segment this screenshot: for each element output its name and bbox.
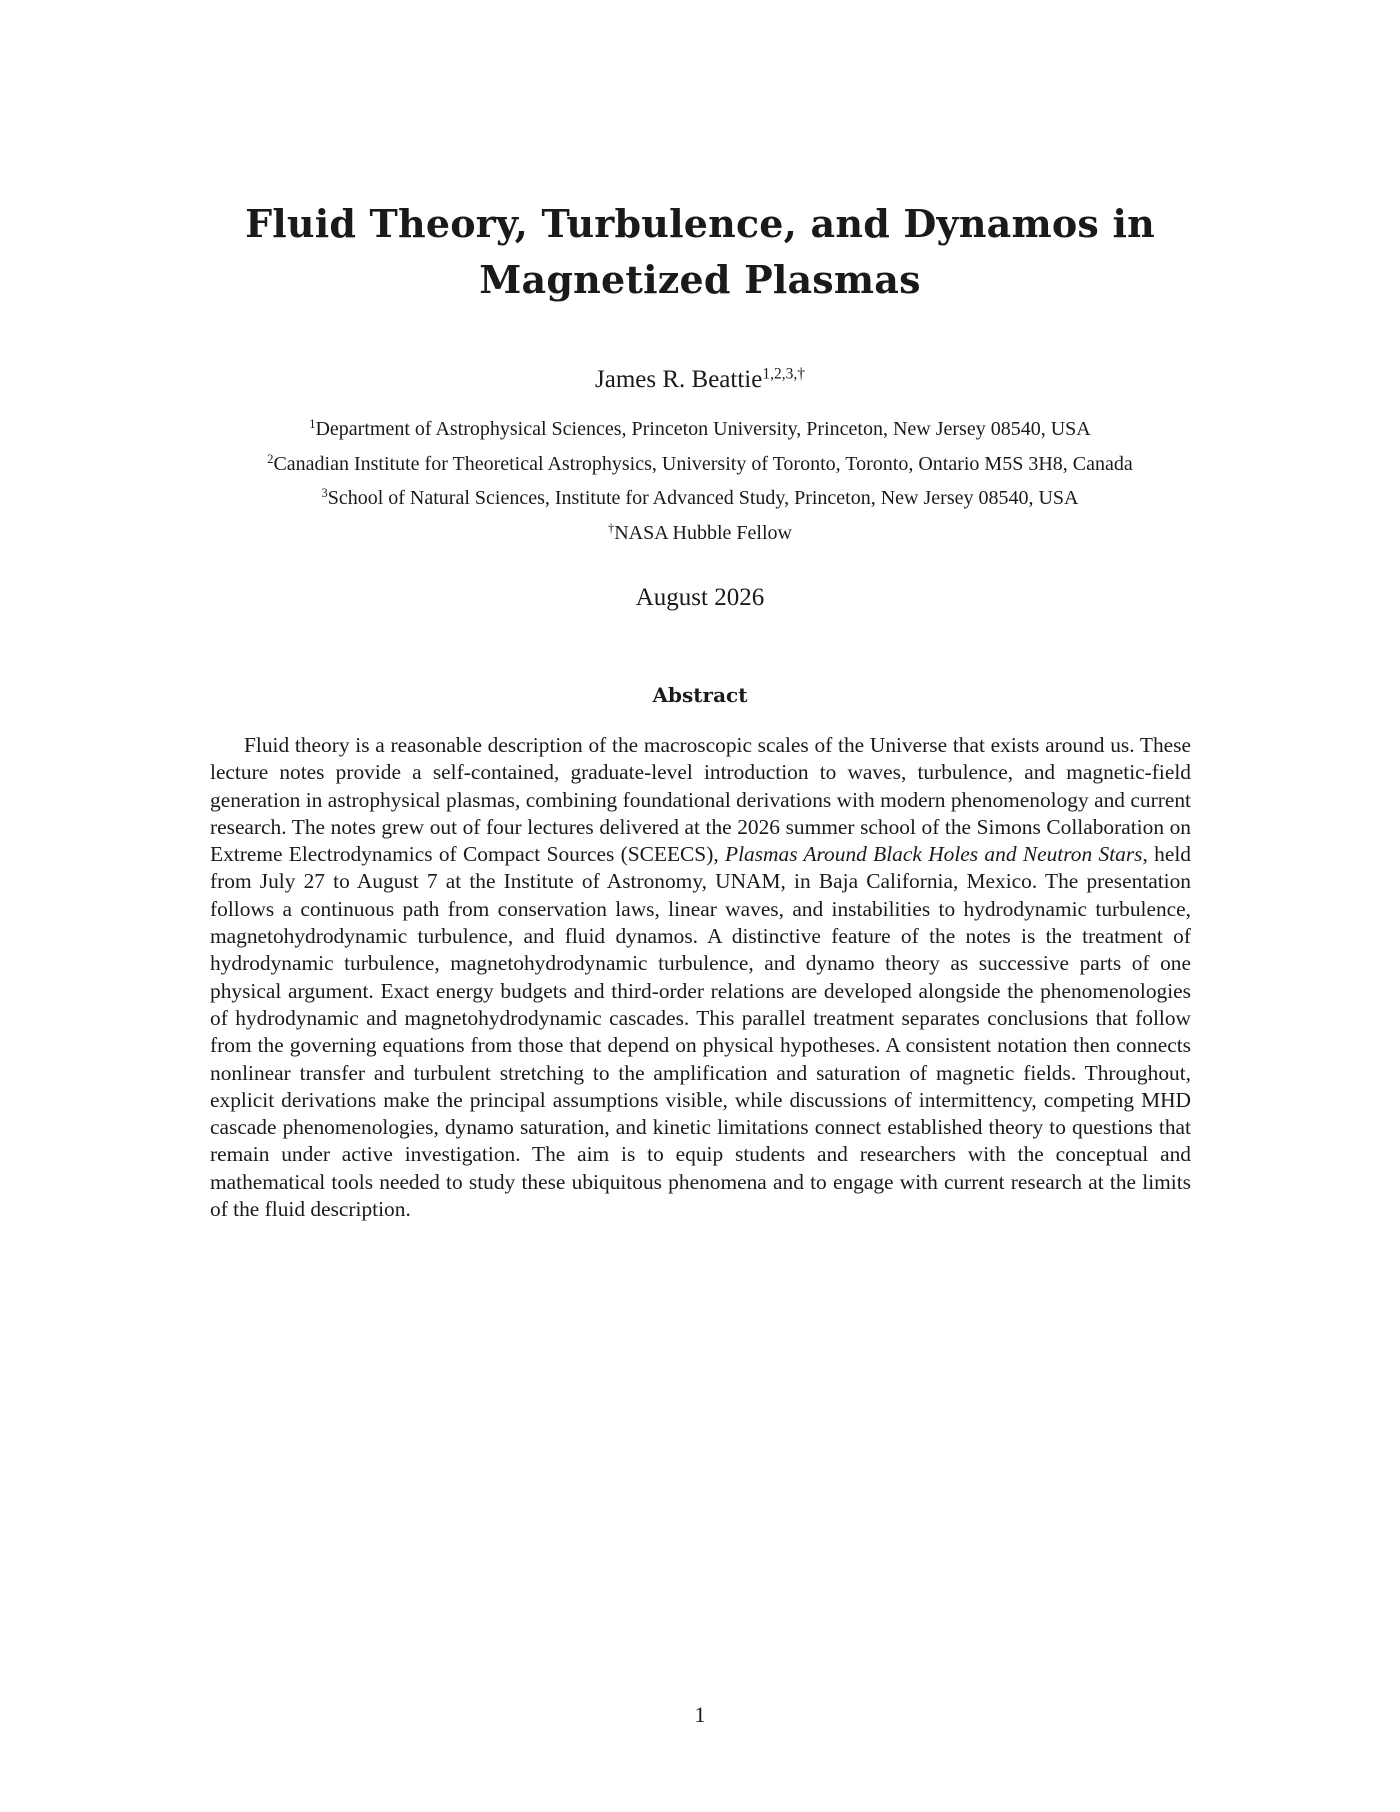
abstract-school-title: Plasmas Around Black Holes and Neutron Stars: [725, 842, 1143, 867]
affiliation-1: [0, 412, 1400, 447]
paper-date: August 2026: [635, 584, 765, 611]
affiliation-mark: †: [608, 520, 615, 535]
affiliation-text: NASA Hubble Fellow: [614, 521, 792, 544]
affiliation-text: Canadian Institute for Theoretical Astrophysics, University of Toronto, Toronto, Ontario M5S 3H8, Canada: [273, 452, 1133, 475]
affiliation-mark: 1: [309, 417, 316, 432]
author-affiliation-marks: 1,2,3,†: [762, 365, 805, 383]
abstract-text-part-2: , held from July 27 to August 7 at the Institute of Astronomy, UNAM, in Baja California, Mexico. The presentation follows a continuous path from conservation laws, linear waves, and instabilities to hydrodynamic turbulence, magnetohydrodynamic turbulence, and fluid dynamos. A distinctive feature of the notes is the treatment of hydrodynamic turbulence, magnetohydrodynamic turbulence, and dynamo theory as successive parts of one physical argument. Exact energy budgets and third-order relations are developed alongside the phenomenologies of hydrodynamic and magnetohydrodynamic cascades. This parallel treatment separates conclusions that follow from the governing equations from those that depend on physical hypotheses. A consistent notation then connects nonlinear transfer and turbulent stretching to the amplification and saturation of magnetic fields. Throughout, explicit derivations make the principal assumptions visible, while discussions of intermittency, competing MHD cascade phenomenologies, dynamo saturation, and kinetic limitations connect established theory to questions that remain under active investigation. The aim is to equip students and researchers with the conceptual and mathematical tools needed to study these ubiquitous phenomena and to engage with current research at the limits of the fluid description.: [210, 842, 1191, 1222]
affiliation-2: [0, 447, 1400, 482]
page-number: 1: [694, 1702, 706, 1727]
paper-title: Fluid Theory, Turbulence, and Dynamos in Magnetized Plasmas: [245, 201, 1155, 302]
abstract-text-part-1: Fluid theory is a reasonable description of the macroscopic scales of the Universe that exists around us. These lecture notes provide a self-contained, graduate-level introduction to waves, turbulence, and magnetic-field generation in astrophysical plasmas, combining foundational derivations with modern phenomenology and current research. The notes grew out of four lectures delivered at the 2026 summer school of the Simons Collaboration on Extreme Electrodynamics of Compact Sources (SCEECS),: [210, 733, 1191, 867]
affiliation-fellowship: [0, 516, 1400, 551]
author-name: James R. Beattie: [595, 366, 763, 393]
affiliation-mark: 2: [267, 451, 274, 466]
affiliation-text: Department of Astrophysical Sciences, Princeton University, Princeton, New Jersey 08540, USA: [315, 418, 1091, 440]
abstract-heading: Abstract: [652, 683, 748, 707]
abstract-body: [210, 732, 1191, 1223]
affiliation-mark: 3: [321, 486, 328, 501]
affiliation-3: [0, 481, 1400, 516]
affiliation-text: School of Natural Sciences, Institute for Advanced Study, Princeton, New Jersey 08540, USA: [327, 487, 1079, 509]
author-line: [0, 366, 1400, 394]
affiliation-list: [0, 412, 1400, 550]
